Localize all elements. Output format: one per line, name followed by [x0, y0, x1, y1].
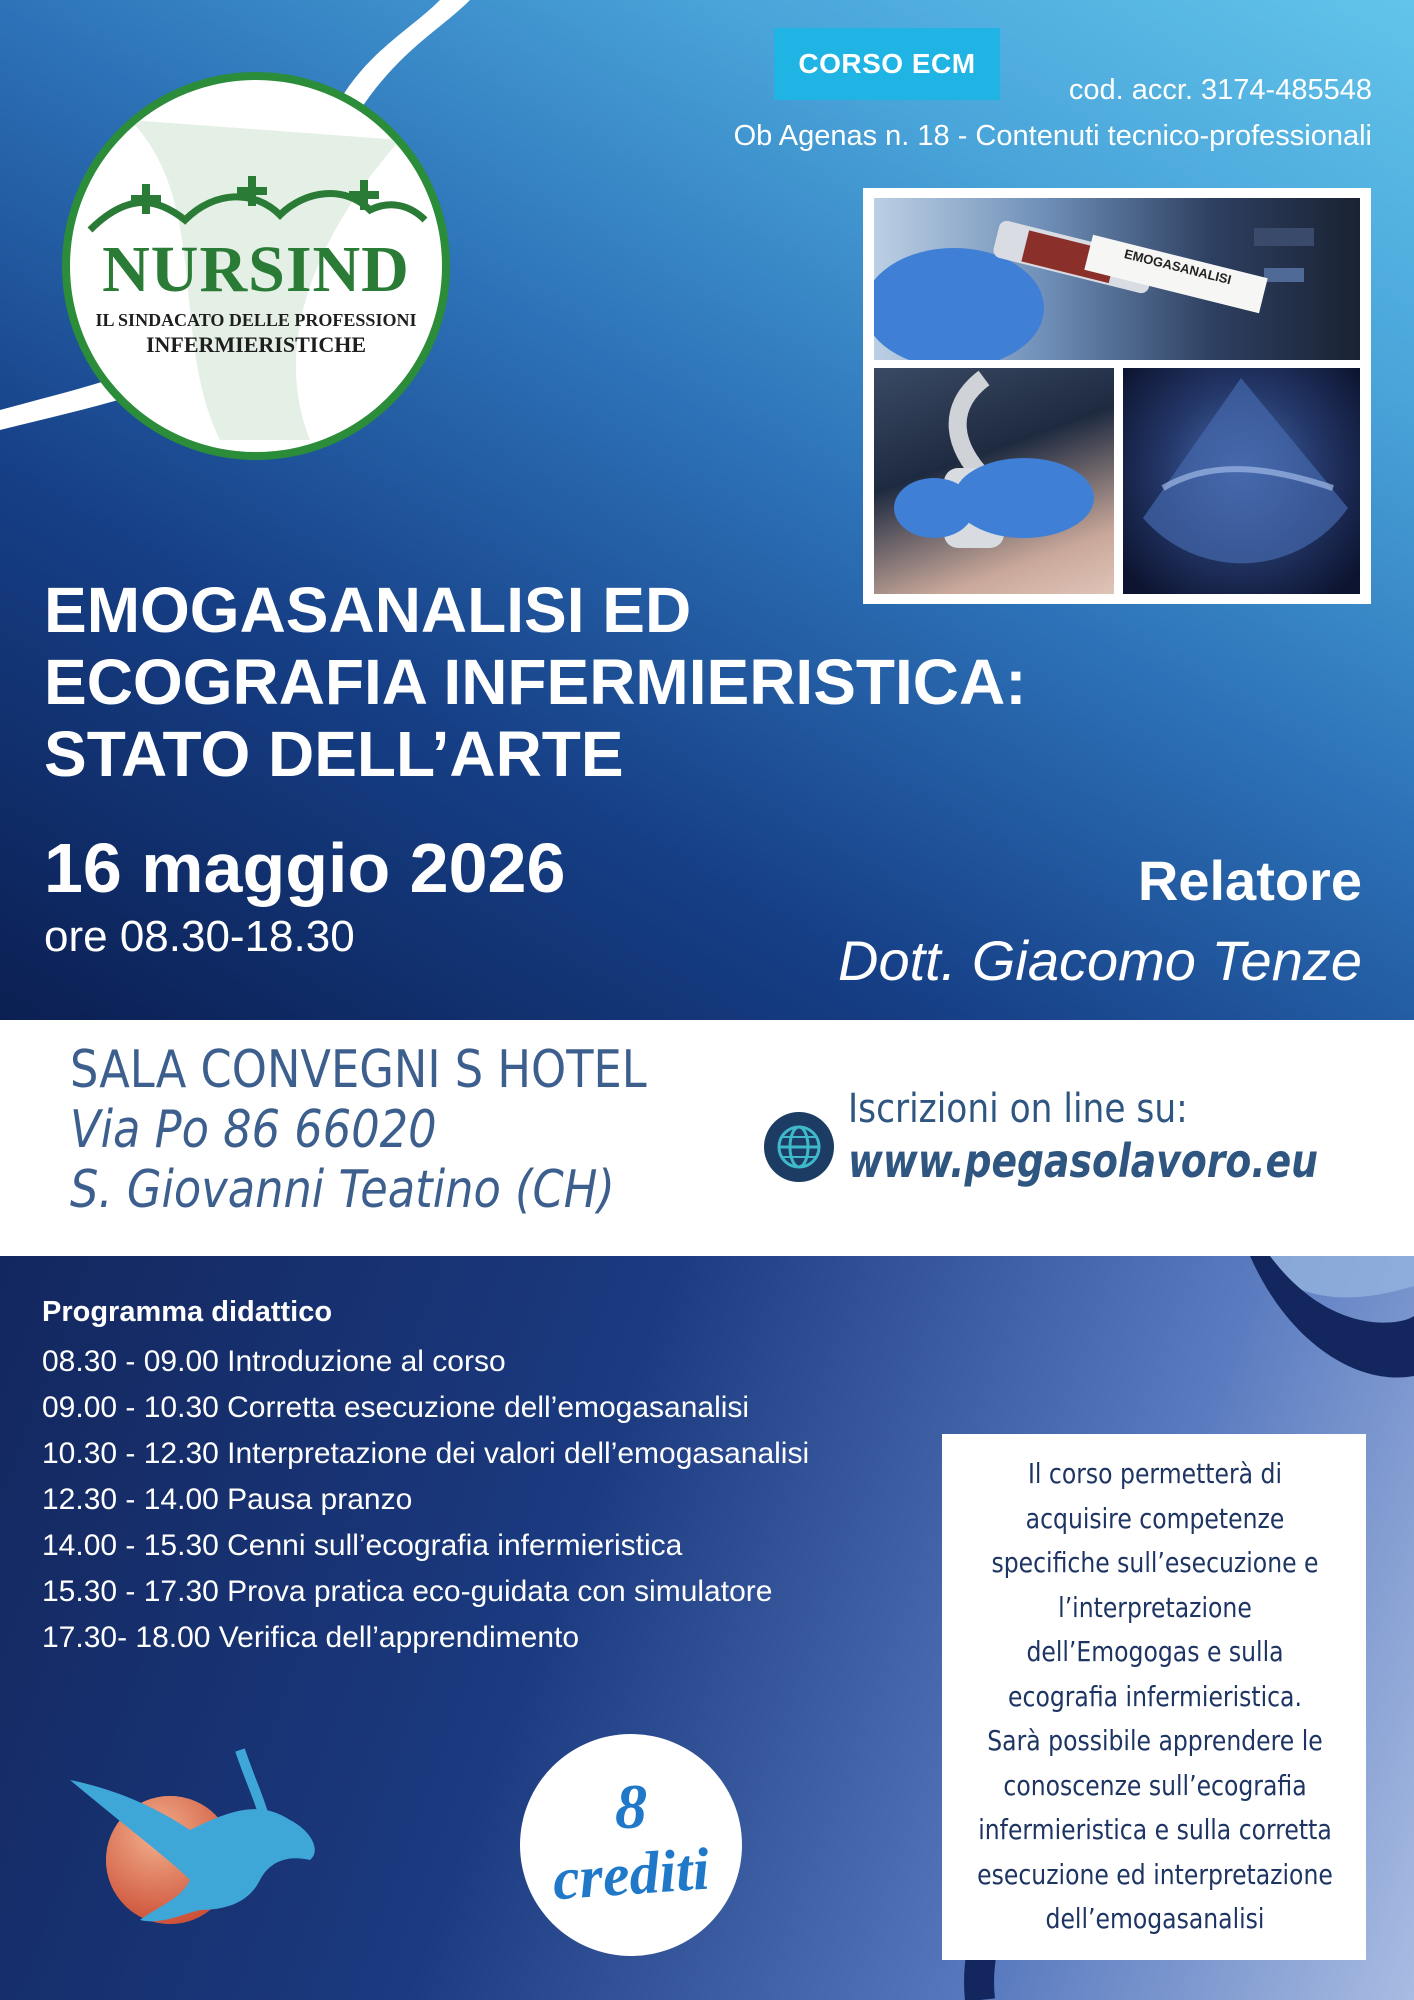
course-description-box	[942, 1434, 1366, 1960]
photo-ultrasound-screen	[1123, 368, 1360, 594]
logo-name: NURSIND	[102, 233, 410, 306]
syringe-illustration	[874, 198, 1360, 360]
program-item: 08.30 - 09.00 Introduzione al corso	[42, 1345, 506, 1378]
title-line-1: EMOGASANALISI ED	[44, 574, 692, 646]
tube-label: EMOGASANALISI	[1084, 235, 1267, 313]
credits-number: 8	[615, 1771, 647, 1842]
title-line-3: STATO DELL’ARTE	[44, 718, 624, 790]
program-item: 17.30- 18.00 Verifica dell’apprendimento	[42, 1621, 580, 1654]
globe-icon	[764, 1112, 834, 1182]
agenas-objective: Ob Agenas n. 18 - Contenuti tecnico-professionali	[733, 120, 1372, 152]
nursind-logo	[62, 72, 450, 460]
ultrasound-scan-illustration	[1123, 368, 1360, 594]
logo-subtitle-1: IL SINDACATO DELLE PROFESSIONI	[95, 310, 417, 330]
venue-address: Via Po 86 66020	[70, 1100, 437, 1160]
title-line-2: ECOGRAFIA INFERMIERISTICA:	[44, 646, 1027, 718]
photo-syringe	[874, 198, 1360, 360]
event-time: ore 08.30-18.30	[44, 912, 355, 961]
probe-illustration	[874, 368, 1114, 594]
program-item: 14.00 - 15.30 Cenni sull’ecografia infermieristica	[42, 1529, 683, 1562]
program-item: 10.30 - 12.30 Interpretazione dei valori dell’emogasanalisi	[42, 1437, 810, 1470]
pegasus-logo	[60, 1740, 340, 1945]
logo-subtitle-2: INFERMIERISTICHE	[145, 332, 367, 357]
program-item: 15.30 - 17.30 Prova pratica eco-guidata con simulatore	[42, 1575, 773, 1608]
program-item: 12.30 - 14.00 Pausa pranzo	[42, 1483, 413, 1516]
speaker-label: Relatore	[1137, 849, 1362, 912]
course-description: Il corso permetterà di acquisire competenze specifiche sull’esecuzione e l’interpretazione dell’Emogogas e sulla ecografia infermieristica. Sarà possibile apprendere le conoscenze sull’ecografia infermieristica e sulla corretta esecuzione ed interpretazione dell’emogasanalisi	[977, 1457, 1333, 1935]
registration-link[interactable]: www.pegasolavoro.eu	[848, 1134, 1319, 1188]
program	[42, 1296, 809, 1661]
speaker-name: Dott. Giacomo Tenze	[838, 929, 1362, 992]
program-title: Programma didattico	[42, 1296, 333, 1328]
photo-collage	[863, 188, 1371, 604]
venue-city: S. Giovanni Teatino (CH)	[70, 1160, 615, 1220]
credits-badge	[520, 1734, 742, 1956]
venue-name: SALA CONVEGNI S HOTEL	[70, 1040, 647, 1100]
ecm-badge: CORSO ECM	[774, 28, 1000, 100]
credits-label: crediti	[550, 1835, 712, 1913]
course-title	[44, 574, 1144, 790]
accreditation-code: cod. accr. 3174-485548	[1068, 74, 1372, 106]
event-date: 16 maggio 2026	[44, 829, 566, 907]
photo-ultrasound-probe	[874, 368, 1114, 594]
program-item: 09.00 - 10.30 Corretta esecuzione dell’emogasanalisi	[42, 1391, 750, 1424]
registration-label: Iscrizioni on line su:	[848, 1086, 1188, 1132]
